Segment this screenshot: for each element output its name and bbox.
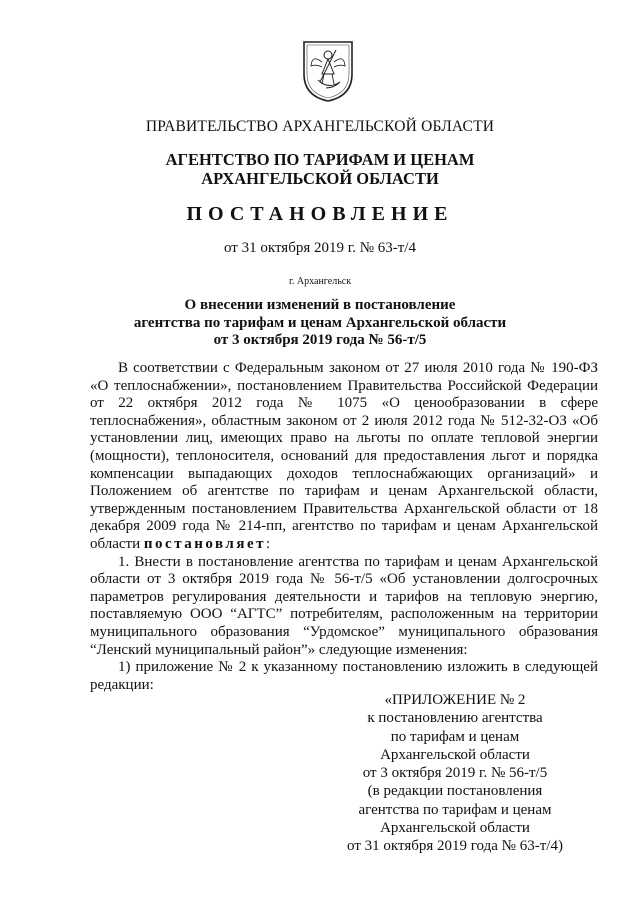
agency-name	[0, 150, 640, 188]
appendix-line: к постановлению агентства	[367, 710, 543, 727]
subject-line: агентства по тарифам и ценам Архангельской области	[133, 314, 507, 331]
appendix-line: «ПРИЛОЖЕНИЕ № 2	[384, 692, 526, 708]
coat-of-arms-emblem	[300, 38, 356, 104]
preamble-paragraph	[90, 360, 598, 554]
agency-name-line: АРХАНГЕЛЬСКОЙ ОБЛАСТИ	[201, 169, 439, 188]
document-type-title: ПОСТАНОВЛЕНИЕ	[186, 203, 454, 225]
document-body	[90, 360, 598, 694]
appendix-line: Архангельской области	[380, 746, 530, 763]
subject-line: О внесении изменений в постановление	[184, 297, 456, 313]
appendix-line: (в редакции постановления	[367, 783, 543, 800]
appendix-line: агентства по тарифам и ценам	[358, 801, 552, 818]
resolves-word: постановляет	[143, 535, 266, 552]
agency-name-line: АГЕНТСТВО ПО ТАРИФАМ И ЦЕНАМ	[165, 150, 475, 169]
appendix-line: от 3 октября 2019 г. № 56-т/5	[362, 765, 548, 782]
archangel-shield-icon	[300, 38, 356, 104]
preamble-text: В соответствии с Федеральным законом от 27 июля 2010 года № 190-ФЗ «О теплоснабжении», постановлением Правительства Российской Федерации от 22 октября 2012 года № 1075 «О ценообразовании в сфере теплоснабжения», областным законом от 2 июля 2012 года № 512-32-ОЗ «Об установлении лиц, имеющих право на льготы по оплате тепловой энергии (мощности), теплоносителя, оснований для предоставления льгот и порядка компенсации выпадающих доходов теплоснабжающих организаций» и Положением об агентстве по тарифам и ценам Архангельской области, утвержденным постановлением Правительства Архангельской области от 18 декабря 2009 года № 214-пп, агентство по тарифам и ценам Архангельской области	[90, 360, 598, 552]
clause-paragraph: 1. Внести в постановление агентства по тарифам и ценам Архангельской области от 3 октября 2019 года № 56-т/5 «Об установлении долгосрочных параметров регулирования деятельности и тарифов на тепловую энергию, поставляемую ООО “АГТС” потребителям, расположенным на территории муниципального образования “Урдомское” муниципального образования “Ленский муниципальный район”» следующие изменения:	[90, 553, 598, 658]
clause-paragraph: 1) приложение № 2 к указанному постановлению изложить в следующей редакции:	[90, 659, 598, 693]
subject-line: от 3 октября 2019 года № 56-т/5	[213, 332, 427, 348]
document-date-number: от 31 октября 2019 г. № 63-т/4	[224, 240, 416, 256]
appendix-header	[330, 691, 580, 856]
preamble-colon: :	[266, 535, 271, 552]
appendix-line: от 31 октября 2019 года № 63-т/4)	[347, 838, 563, 855]
appendix-line: Архангельской области	[380, 820, 530, 837]
appendix-line: по тарифам и ценам	[390, 728, 520, 745]
government-name: ПРАВИТЕЛЬСТВО АРХАНГЕЛЬСКОЙ ОБЛАСТИ	[145, 118, 495, 135]
document-subject	[0, 297, 640, 350]
document-city: г. Архангельск	[288, 276, 352, 287]
